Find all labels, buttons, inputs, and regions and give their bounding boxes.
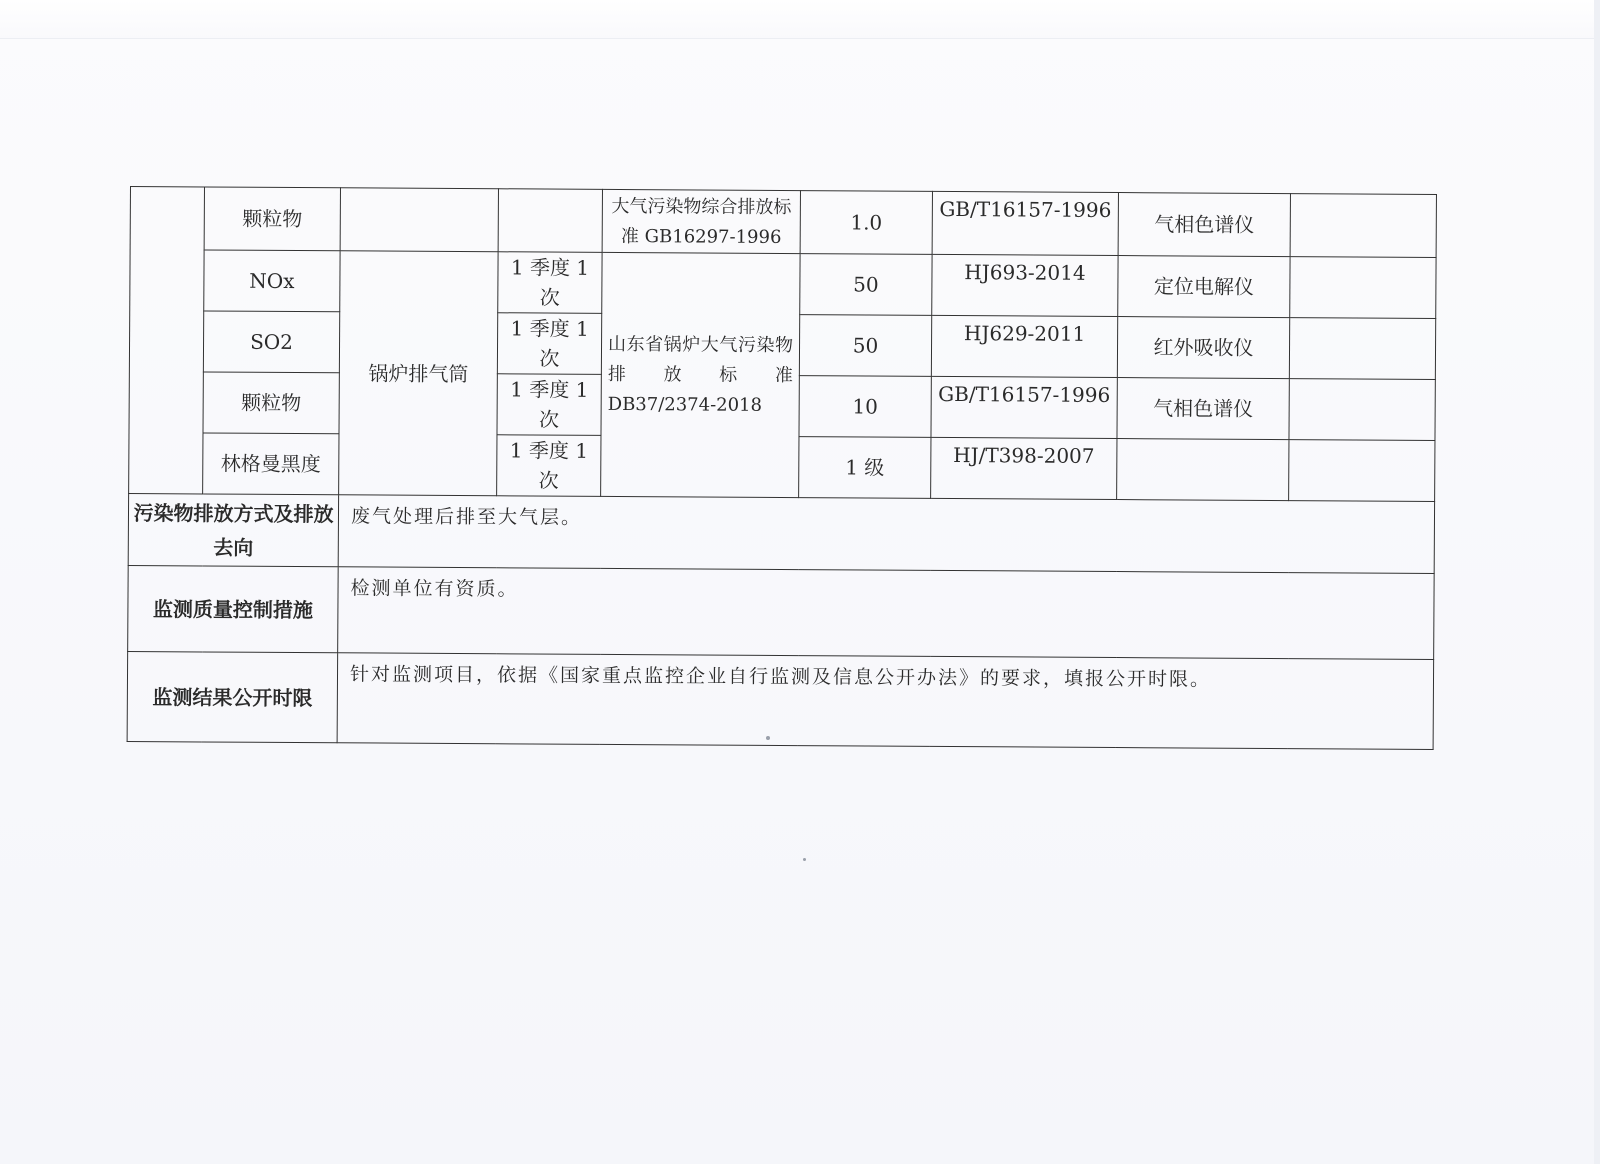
pollutant-cell: 颗粒物 [204,187,340,251]
section-content: 废气处理后排至大气层。 [338,495,1434,574]
standard-cell: 大气污染物综合排放标准 GB16297-1996 [602,189,800,253]
remark-cell [1289,318,1435,380]
frequency-cell [498,189,602,253]
frequency-cell: 1 季度 1 次 [497,374,601,436]
pollutant-cell: 颗粒物 [203,372,339,434]
category-cell [129,187,205,494]
limit-value-cell: 1 级 [799,437,931,499]
section-content: 检测单位有资质。 [338,567,1435,660]
table-row [130,250,1436,319]
section-row [128,493,1434,573]
instrument-cell: 定位电解仪 [1118,256,1290,318]
scan-speck [803,858,806,861]
frequency-cell: 1 季度 1 次 [497,313,601,375]
method-cell: HJ629-2011 [931,315,1117,377]
remark-cell [1289,379,1435,441]
frequency-cell: 1 季度 1 次 [497,435,601,497]
outlet-cell: 锅炉排气筒 [339,251,498,496]
remark-cell [1290,257,1436,319]
section-row [127,651,1434,749]
section-content: 针对监测项目，依据《国家重点监控企业自行监测及信息公开办法》的要求，填报公开时限。 [337,653,1434,750]
section-label: 污染物排放方式及排放去向 [128,493,338,566]
instrument-cell: 气相色谱仪 [1118,193,1290,257]
method-cell: HJ/T398-2007 [931,437,1117,499]
method-cell: GB/T16157-1996 [932,191,1118,255]
remark-cell [1289,440,1435,502]
method-cell: HJ693-2014 [932,254,1118,316]
monitoring-table [127,186,1437,750]
scan-speck [766,736,770,740]
pollutant-cell: SO2 [203,311,339,373]
section-row [128,565,1435,659]
section-label: 监测质量控制措施 [128,565,339,652]
outlet-cell [340,188,498,252]
remark-cell [1290,194,1436,258]
frequency-cell: 1 季度 1 次 [498,252,602,314]
limit-value-cell: 50 [800,254,932,316]
limit-value-cell: 1.0 [800,191,932,255]
instrument-cell: 红外吸收仪 [1117,317,1289,379]
limit-value-cell: 10 [799,376,931,438]
section-label: 监测结果公开时限 [127,651,338,742]
standard-cell: 山东省锅炉大气污染物排放标准 DB37/2374-2018 [601,252,800,497]
pollutant-cell: 林格曼黑度 [203,433,339,495]
instrument-cell: 气相色谱仪 [1117,378,1289,440]
scan-right-edge [1594,0,1600,1164]
table-row [130,187,1436,258]
method-cell: GB/T16157-1996 [931,376,1117,438]
limit-value-cell: 50 [799,315,931,377]
scan-top-edge [0,0,1600,39]
pollutant-cell: NOx [204,250,340,312]
instrument-cell [1117,439,1289,501]
